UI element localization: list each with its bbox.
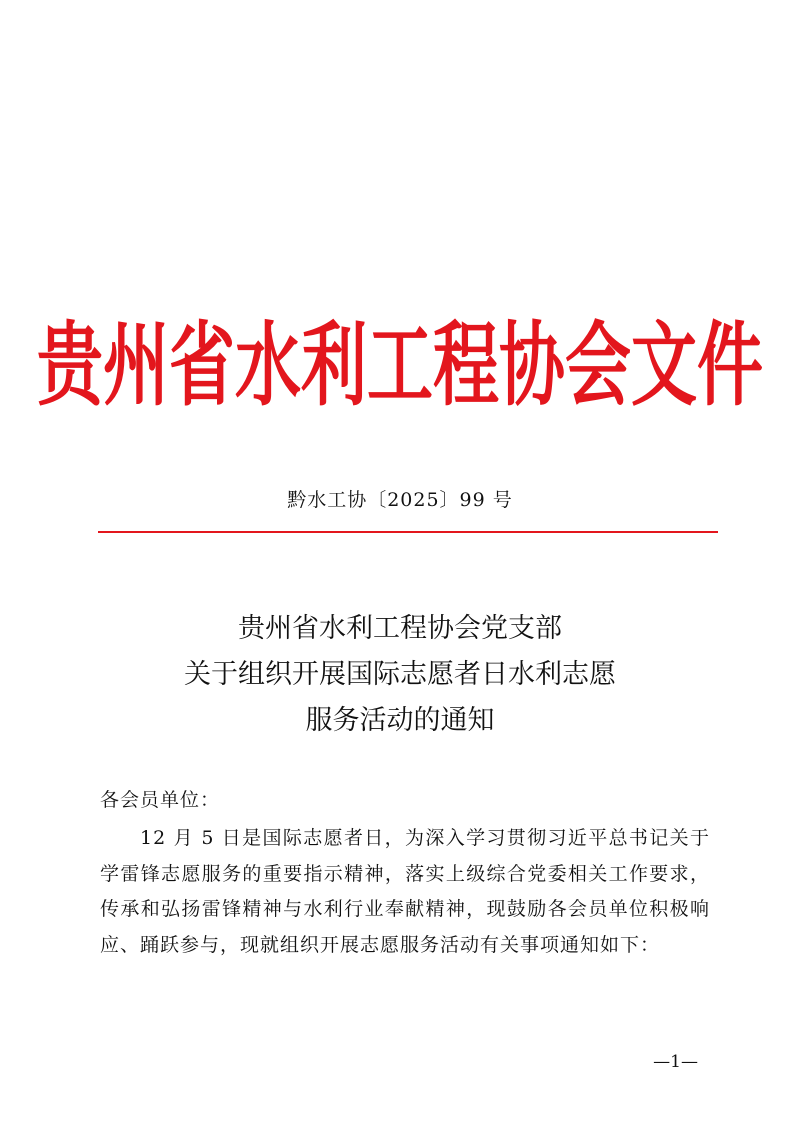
red-separator-line: [98, 531, 718, 533]
document-masthead: 贵州省水利工程协会文件: [37, 312, 763, 419]
notice-title-line: 贵州省水利工程协会党支部: [238, 613, 562, 644]
body-paragraph: 12 月 5 日是国际志愿者日，为深入学习贯彻习近平总书记关于学雷锋志愿服务的重要指示精神，落实上级综合党委相关工作要求，传承和弘扬雷锋精神与水利行业奉献精神，现鼓励各会员单位积极响应、踊跃参与，现就组织开展志愿服务活动有关事项通知如下：: [100, 827, 710, 956]
notice-title-line: 关于组织开展国际志愿者日水利志愿: [184, 659, 616, 690]
document-number: 黔水工协〔2025〕99 号: [287, 489, 513, 511]
notice-title: [0, 606, 800, 744]
salutation: 各会员单位：: [100, 789, 221, 811]
notice-title-line: 服务活动的通知: [305, 705, 495, 736]
page-number: —1—: [653, 1052, 698, 1072]
